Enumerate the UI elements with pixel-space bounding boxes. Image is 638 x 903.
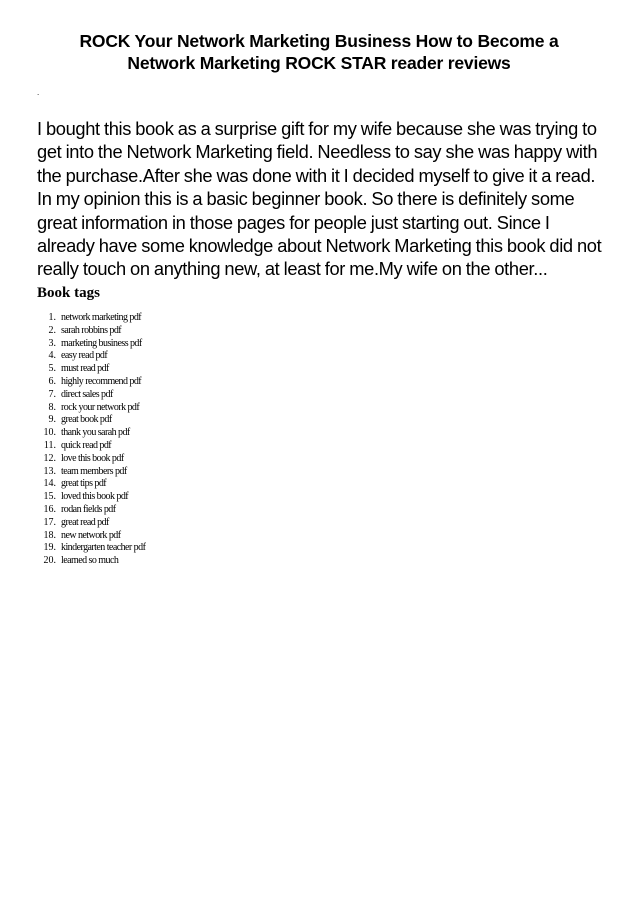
- tag-number: 9.: [48, 414, 56, 426]
- tag-label: highly recommend pdf: [61, 375, 142, 387]
- tag-item: [37, 504, 145, 517]
- tag-label: kindergarten teacher pdf: [61, 542, 146, 554]
- title-line-2: Network Marketing ROCK STAR reader reviews: [127, 53, 511, 73]
- tag-item: [37, 530, 145, 543]
- page-title: [40, 30, 598, 74]
- tag-item: [37, 555, 145, 568]
- tag-number: 12.: [43, 452, 56, 464]
- tag-number: 7.: [48, 388, 56, 400]
- tag-item: [37, 325, 145, 338]
- tag-label: must read pdf: [61, 363, 109, 375]
- tag-item: [37, 414, 145, 427]
- tag-label: great read pdf: [61, 516, 109, 528]
- tag-item: [37, 427, 145, 440]
- title-line-1: ROCK Your Network Marketing Business How to Become a: [79, 31, 559, 51]
- tag-number: 18.: [43, 529, 56, 541]
- tag-item: [37, 350, 145, 363]
- tag-item: [37, 363, 145, 376]
- tag-number: 10.: [43, 427, 56, 439]
- tag-item: [37, 312, 145, 325]
- tag-number: 14.: [43, 478, 56, 490]
- tag-item: [37, 376, 145, 389]
- tag-number: 13.: [43, 465, 56, 477]
- tag-label: loved this book pdf: [61, 491, 129, 503]
- tag-number: 6.: [48, 375, 56, 387]
- tag-number: 1.: [48, 312, 56, 323]
- review-text: I bought this book as a surprise gift for my wife because she was trying to get into the Network Marketing field. Needless to say she was happy with the purchase.After she was done with it I decided myself to give it a read. In my opinion this is a basic beginner book. So there is definitely some great information in those pages for people just starting out. Since I already have some knowledge about Network Marketing this book did not really touch on anything new, at least for me.My wife on the other...: [37, 118, 602, 280]
- tag-number: 11.: [43, 439, 56, 451]
- tag-number: 3.: [48, 337, 56, 349]
- tag-label: team members pdf: [61, 465, 127, 477]
- book-tags-list: [37, 312, 145, 568]
- tag-item: [37, 491, 145, 504]
- tag-number: 8.: [48, 401, 56, 413]
- tag-number: 17.: [43, 516, 56, 528]
- tag-item: [37, 389, 145, 402]
- tag-label: quick read pdf: [61, 439, 112, 451]
- separator-dot: .: [37, 88, 40, 97]
- tag-label: direct sales pdf: [61, 388, 113, 400]
- tag-number: 4.: [48, 350, 56, 362]
- tag-label: great tips pdf: [61, 478, 107, 490]
- tag-label: love this book pdf: [61, 452, 124, 464]
- tag-number: 20.: [43, 555, 56, 567]
- tag-number: 16.: [43, 503, 56, 515]
- tag-number: 2.: [48, 324, 56, 336]
- tag-label: rock your network pdf: [61, 401, 140, 413]
- tag-label: rodan fields pdf: [61, 503, 116, 515]
- tag-label: easy read pdf: [61, 350, 108, 362]
- tag-label: learned so much: [61, 555, 119, 567]
- tag-item: [37, 453, 145, 466]
- tag-number: 15.: [43, 491, 56, 503]
- tag-number: 5.: [48, 363, 56, 375]
- tag-number: 19.: [43, 542, 56, 554]
- tag-label: sarah robbins pdf: [61, 324, 122, 336]
- tag-item: [37, 517, 145, 530]
- tag-label: thank you sarah pdf: [61, 427, 130, 439]
- book-tags-heading: Book tags: [37, 285, 100, 301]
- tag-label: great book pdf: [61, 414, 112, 426]
- tag-label: new network pdf: [61, 529, 121, 541]
- tag-item: [37, 440, 145, 453]
- tag-label: marketing business pdf: [61, 337, 142, 349]
- tag-item: [37, 466, 145, 479]
- tag-item: [37, 338, 145, 351]
- tag-item: [37, 478, 145, 491]
- tag-item: [37, 402, 145, 415]
- tag-label: network marketing pdf: [61, 312, 142, 323]
- tag-item: [37, 542, 145, 555]
